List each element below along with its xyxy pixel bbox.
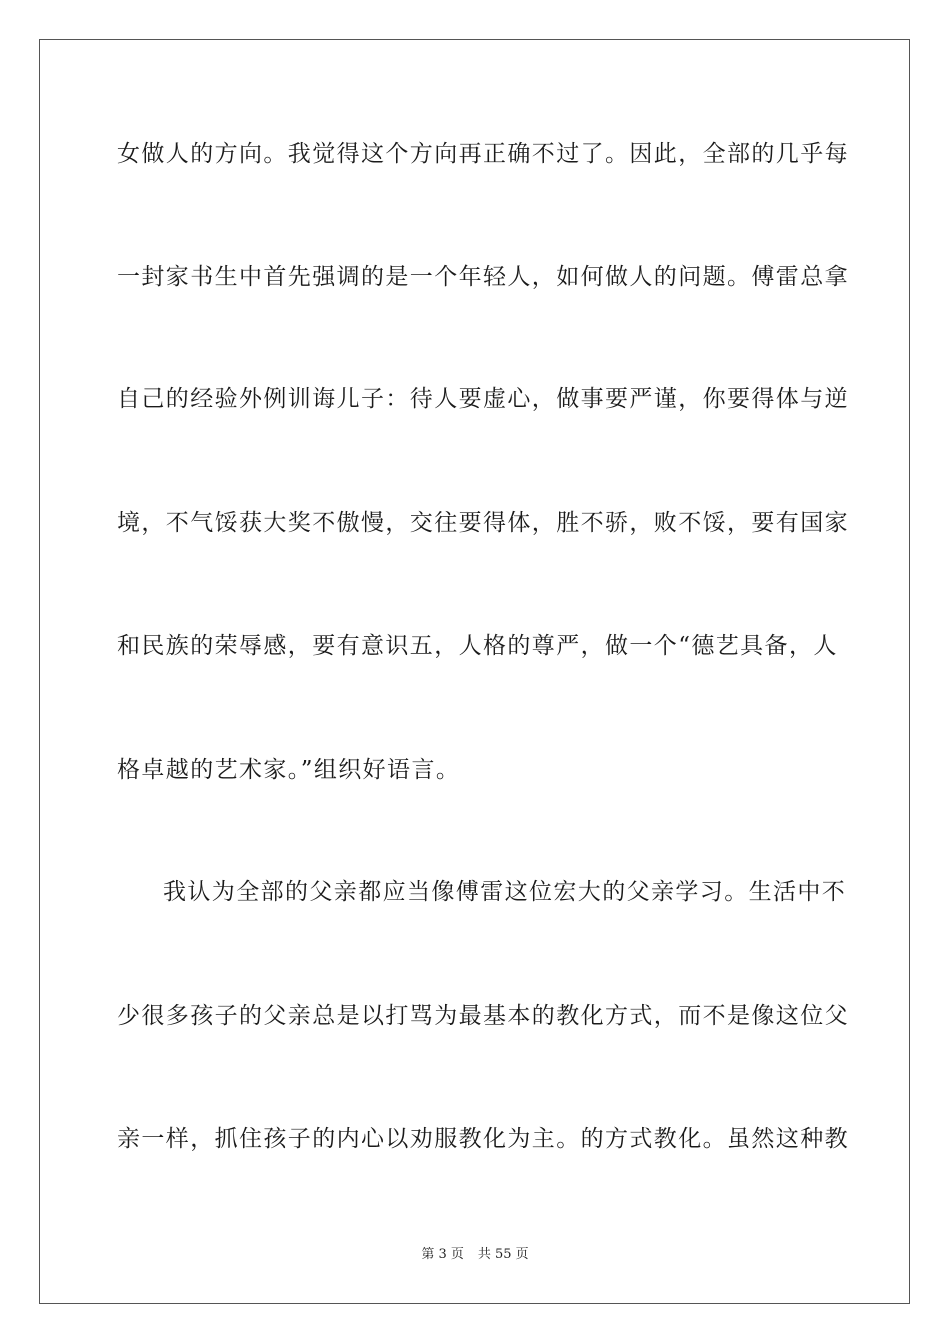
page-number-current: 第 3 页 — [421, 1247, 464, 1262]
paragraph-first-line: 我认为全部的父亲都应当像傅雷这位宏大的父亲学习。生活中不 — [163, 879, 847, 905]
body-text-line: 自己的经验外例训诲儿子：待人要虚心，做事要严谨，你要得体与逆 — [117, 386, 849, 412]
body-text-line: 境，不气馁获大奖不傲慢，交往要得体，胜不骄，败不馁，要有国家 — [117, 510, 849, 536]
body-text-line: 少很多孩子的父亲总是以打骂为最基本的教化方式，而不是像这位父 — [117, 1003, 849, 1029]
body-text-line: 格卓越的艺术家。”组织好语言。 — [117, 757, 461, 783]
body-text-line: 亲一样，抓住孩子的内心以劝服教化为主。的方式教化。虽然这种教 — [117, 1126, 849, 1152]
body-text-line: 和民族的荣辱感，要有意识五，人格的尊严，做一个“德艺具备，人 — [117, 633, 838, 659]
page-number-total: 共 55 页 — [477, 1247, 529, 1262]
body-text-line: 一封家书生中首先强调的是一个年轻人，如何做人的问题。傅雷总拿 — [117, 264, 849, 290]
page-footer — [0, 1246, 950, 1264]
body-text-line: 女做人的方向。我觉得这个方向再正确不过了。因此，全部的几乎每 — [117, 141, 849, 167]
page-border — [39, 39, 910, 1304]
